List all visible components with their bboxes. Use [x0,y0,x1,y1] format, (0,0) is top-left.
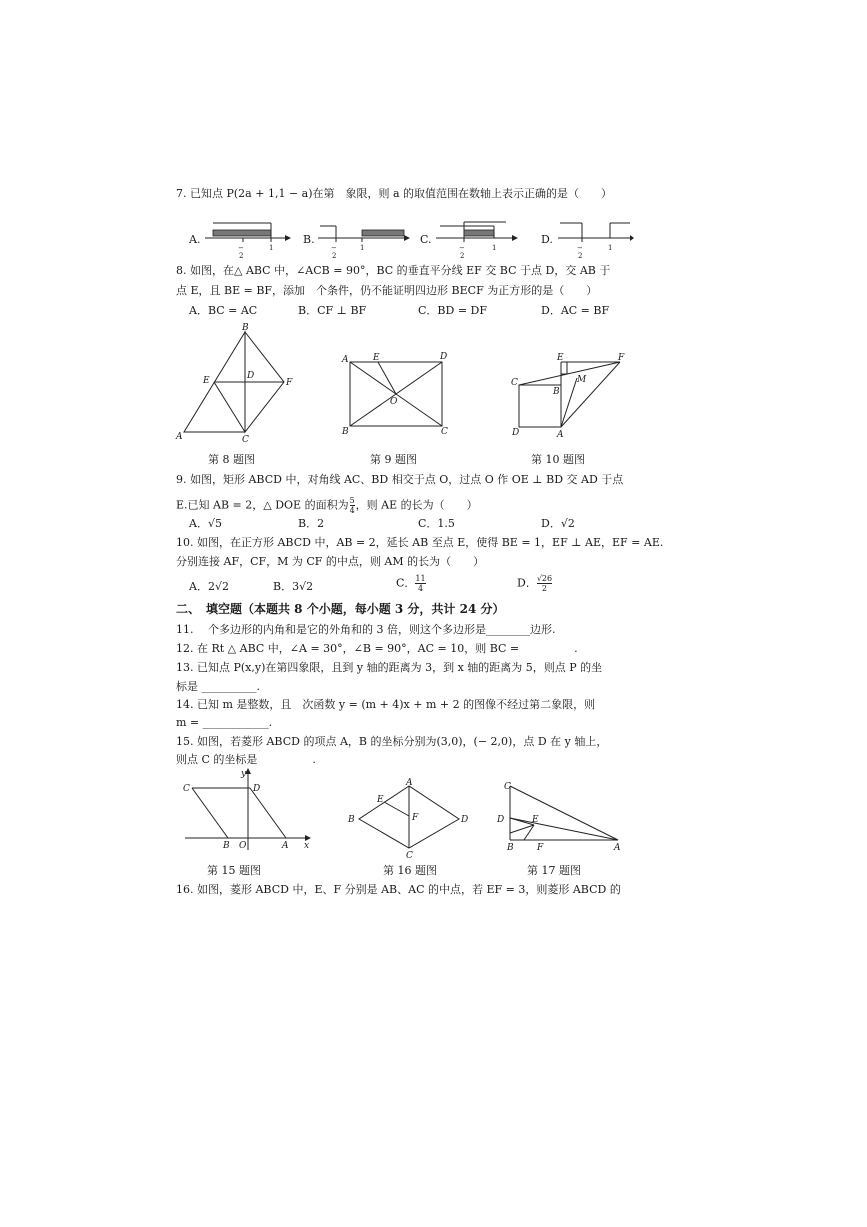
q7-option-b-numberline [318,218,413,260]
caption-fig9: 第 9 题图 [370,453,417,466]
q9-line2 [176,496,478,515]
caption-fig17: 第 17 题图 [527,864,581,877]
fig8-label-f: F [286,378,293,388]
q7-stem: 7. 已知点 P(2a + 1,1 − a)在第 象限，则 a 的取值范围在数轴上表示正确的是（ ） [176,187,613,200]
svg-text:1: 1 [269,244,274,252]
q11: 11. 个多边形的内角和是它的外角和的 3 倍，则这个多边形是________边形. [176,623,556,636]
q7-option-b-label: B. [303,233,315,246]
svg-text:−: − [331,244,337,252]
svg-text:−: − [238,244,244,252]
q7-option-d-label: D. [541,233,553,246]
q8-option-d: D．AC = BF [541,304,610,317]
fig10-label-f: F [618,353,625,363]
fig15-label-x: x [304,841,310,851]
q8-option-c: C．BD = DF [418,304,487,317]
q7-option-a-numberline [205,218,295,260]
fig17-label-a: A [614,843,621,853]
fig16-label-e: E [377,795,384,805]
q9-fraction [350,496,355,515]
figure-15 [180,768,315,854]
q8-option-b: B．CF ⊥ BF [298,304,367,317]
figure-17 [494,778,626,858]
fig8-label-b: B [242,323,249,333]
fig16-label-a: A [406,778,413,788]
q7-option-c-label: C. [420,233,432,246]
figure-8 [174,322,294,444]
q10-option-a: A．2√2 [189,580,229,593]
fig17-label-c: C [504,782,511,792]
fig16-label-b: B [348,815,355,825]
caption-fig8: 第 8 题图 [208,453,255,466]
fig10-label-a: A [557,430,564,440]
q9-option-a: A．√5 [189,517,222,530]
svg-text:2: 2 [332,252,337,260]
fig15-label-a: A [282,841,289,851]
q10-optd-num: √26 [536,574,553,583]
fig8-label-e: E [203,376,210,386]
q7-option-a-label: A. [189,233,201,246]
q13-line1: 13. 已知点 P(x,y)在第四象限，且到 y 轴的距离为 3，到 x 轴的距离为 5，则点 P 的坐 [176,661,603,674]
q10-option-c-label: C． [396,576,416,590]
fig17-label-f: F [537,843,544,853]
q10-option-d [517,574,552,593]
fig17-label-b: B [507,843,514,853]
figure-9 [340,348,456,440]
fig16-label-c: C [406,851,413,861]
fig9-label-e: E [373,353,380,363]
q8-line2: 点 E，且 BE = BF，添加 个条件，仍不能证明四边形 BECF 为正方形的是（ ） [176,284,598,297]
fig17-label-d: D [497,815,505,825]
q10-line2: 分别连接 AF，CF，M 为 CF 的中点，则 AM 的长为（ ） [176,555,485,568]
q8-line1: 8. 如图，在△ ABC 中，∠ACB = 90°，BC 的垂直平分线 EF 交 BC 于点 D，交 AB 于 [176,264,611,277]
q12: 12. 在 Rt △ ABC 中，∠A = 30°，∠B = 90°，AC = 10，则 BC = . [176,642,578,655]
q9-option-c: C．1.5 [418,517,455,530]
q10-option-d-label: D． [517,576,537,590]
q10-option-b: B．3√2 [273,580,314,593]
figure-10 [507,352,632,442]
section2-heading: 二、 填空题（本题共 8 个小题，每小题 3 分，共计 24 分） [176,602,505,616]
figure-16 [345,778,470,861]
svg-text:1: 1 [608,244,613,252]
fig8-label-a: A [176,432,183,442]
fig16-label-d: D [461,815,469,825]
fig15-label-b: B [223,841,230,851]
fig9-label-o: O [390,397,398,407]
fig9-label-d: D [440,352,448,362]
q15-line1: 15. 如图，若菱形 ABCD 的项点 A，B 的坐标分别为(3,0)，(− 2,0)，点 D 在 y 轴上， [176,735,608,748]
fig8-label-c: C [242,435,249,445]
fig15-label-c: C [183,784,190,794]
svg-text:−: − [577,244,583,252]
q10-option-d-frac [537,574,552,593]
fig10-label-d: D [512,428,520,438]
q8-option-a: A．BC = AC [189,304,258,317]
q14-line2: m = ____________. [176,716,273,729]
fig10-label-c: C [511,378,518,388]
fig16-label-f: F [412,813,419,823]
q9-frac-num: 5 [349,496,355,505]
q10-option-c [396,574,426,593]
q10-optc-num: 11 [415,574,426,583]
q9-line2-post: ，则 AE 的长为（ ） [355,498,478,512]
caption-fig15: 第 15 题图 [207,864,261,877]
q9-option-d: D．√2 [541,517,575,530]
fig15-label-d: D [253,784,261,794]
q7-option-c-numberline [436,218,521,260]
caption-fig10: 第 10 题图 [531,453,585,466]
q13-line2: 标是 __________. [176,680,260,693]
svg-text:2: 2 [239,252,244,260]
svg-text:2: 2 [460,252,465,260]
fig10-label-m: M [577,375,587,385]
fig8-label-d: D [247,371,255,381]
fig15-label-y: y [241,769,247,779]
fig17-label-e: E [532,815,539,825]
svg-text:1: 1 [492,244,497,252]
q7-option-d-numberline [558,218,636,260]
fig15-label-o: O [239,841,247,851]
svg-text:−: − [459,244,465,252]
q10-line1: 10. 如图，在正方形 ABCD 中，AB = 2，延长 AB 至点 E，使得 BE = 1，EF ⊥ AE，EF = AE. [176,536,664,549]
q10-optc-den: 4 [417,584,424,593]
svg-text:1: 1 [360,244,365,252]
caption-fig16: 第 16 题图 [383,864,437,877]
q16: 16. 如图，菱形 ABCD 中，E、F 分别是 AB、AC 的中点，若 EF = 3，则菱形 ABCD 的 [176,883,621,896]
svg-text:2: 2 [578,252,583,260]
q9-line1: 9. 如图，矩形 ABCD 中，对角线 AC、BD 相交于点 O，过点 O 作 OE ⊥ BD 交 AD 于点 [176,473,624,486]
q9-line2-pre: E.已知 AB = 2，△ DOE 的面积为 [176,498,349,512]
q10-option-c-frac [415,574,425,593]
fig10-label-e: E [557,353,564,363]
q9-frac-den: 4 [349,506,355,515]
fig10-label-b: B [553,387,560,397]
q15-line2: 则点 C 的坐标是 . [176,753,316,766]
q9-option-b: B．2 [298,517,325,530]
fig9-label-a: A [342,355,349,365]
q14-line1: 14. 已知 m 是整数，且 次函数 y = (m + 4)x + m + 2 的图像不经过第二象限，则 [176,698,596,711]
fig9-label-c: C [441,427,448,437]
q10-optd-den: 2 [541,584,548,593]
fig9-label-b: B [342,427,349,437]
